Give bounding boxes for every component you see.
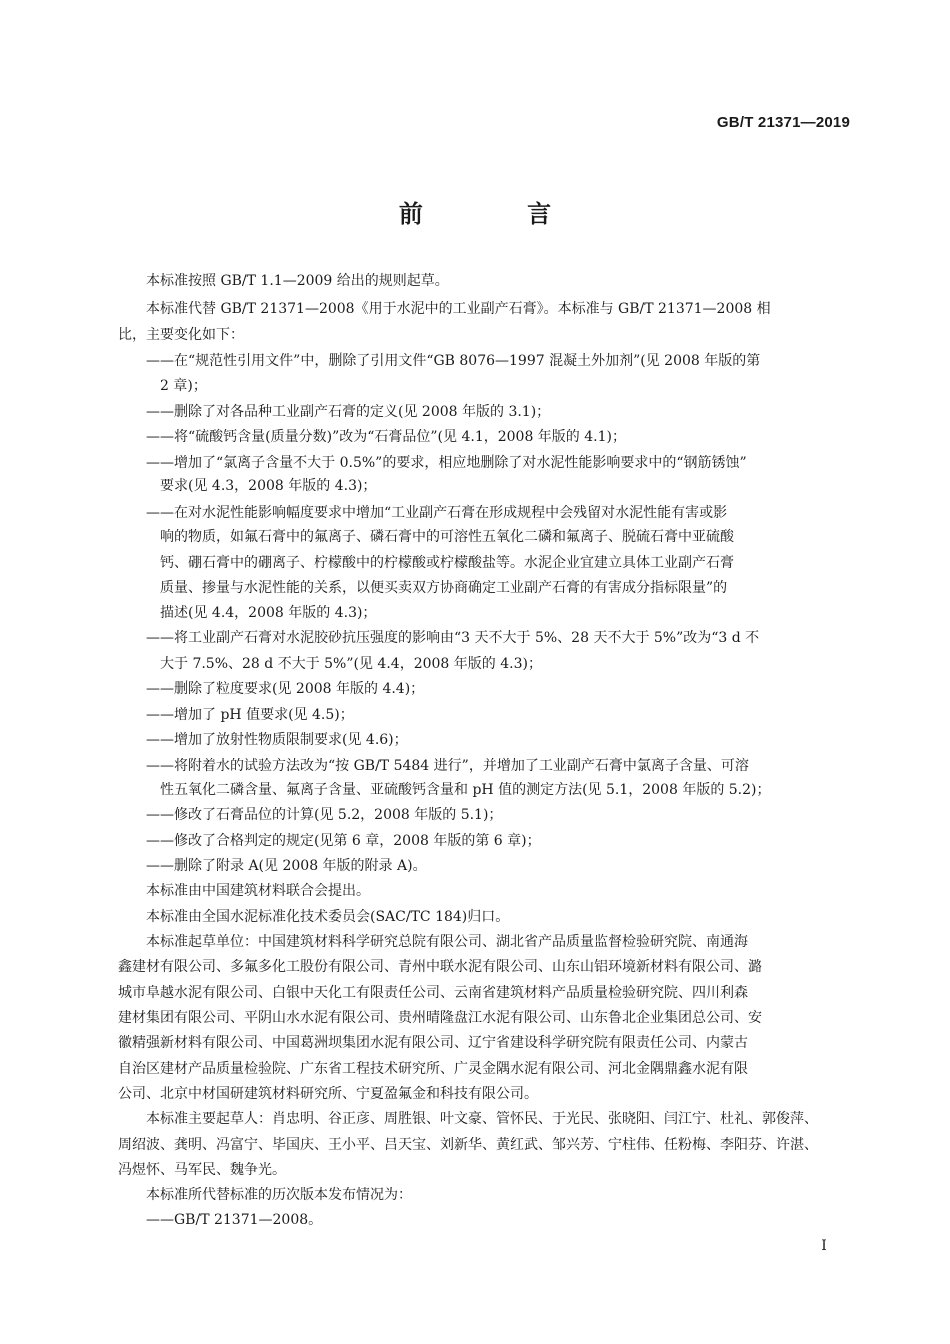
list-item: ——修改了石膏品位的计算(见 5.2，2008 年版的 5.1)； [118,807,503,823]
text-line: 比，主要变化如下： [118,327,244,343]
text-line: 冯煜怀、马军民、魏争光。 [118,1162,286,1178]
list-item: ——增加了 pH 值要求(见 4.5)； [118,707,354,723]
list-item: ——在对水泥性能影响幅度要求中增加“工业副产石膏在形成规程中会残留对水泥性能有害或影 [118,505,728,521]
text-line: 本标准主要起草人：肖忠明、谷正彦、周胜银、叶文豪、管怀民、于光民、张晓阳、闫江宁、杜礼、郭俊萍、 [118,1111,818,1127]
text-line: 城市阜越水泥有限公司、白银中天化工有限责任公司、云南省建筑材料产品质量检验研究院、四川利森 [118,985,748,1001]
text-line: 本标准代替 GB/T 21371—2008《用于水泥中的工业副产石膏》。本标准与 GB/T 21371—2008 相 [118,301,771,317]
text-line: 本标准起草单位：中国建筑材料科学研究总院有限公司、湖北省产品质量监督检验研究院、南通海 [118,934,748,950]
list-item: ——将工业副产石膏对水泥胶砂抗压强度的影响由“3 天不大于 5%、28 天不大于 5%”改为“3 d 不 [118,630,760,646]
list-item: ——增加了“氯离子含量不大于 0.5%”的要求，相应地删除了对水泥性能影响要求中的“钢筋锈蚀” [118,455,747,471]
list-item-continuation: 性五氧化二磷含量、氟离子含量、亚硫酸钙含量和 pH 值的测定方法(见 5.1，2008 年版的 5.2)； [118,782,771,798]
list-item-continuation: 描述(见 4.4，2008 年版的 4.3)； [118,605,377,621]
list-item: ——删除了粒度要求(见 2008 年版的 4.4)； [118,681,425,697]
page-number: I [821,1238,827,1254]
text-line: 公司、北京中材国研建筑材料研究所、宁夏盈氟金和科技有限公司。 [118,1086,538,1102]
text-line: 本标准所代替标准的历次版本发布情况为： [118,1187,412,1203]
text-line: 建材集团有限公司、平阴山水水泥有限公司、贵州晴隆盘江水泥有限公司、山东鲁北企业集团总公司、安 [118,1010,762,1026]
list-item: ——在“规范性引用文件”中，删除了引用文件“GB 8076—1997 混凝土外加剂”(见 2008 年版的第 [118,353,761,369]
list-item-continuation: 要求(见 4.3，2008 年版的 4.3)； [118,478,377,494]
list-item: ——删除了对各品种工业副产石膏的定义(见 2008 年版的 3.1)； [118,404,551,420]
text-line: 本标准由全国水泥标准化技术委员会(SAC/TC 184)归口。 [118,909,510,925]
list-item: ——删除了附录 A(见 2008 年版的附录 A)。 [118,858,427,874]
list-item-continuation: 钙、硼石膏中的硼离子、柠檬酸中的柠檬酸或柠檬酸盐等。水泥企业宜建立具体工业副产石膏 [118,555,734,571]
list-item: ——增加了放射性物质限制要求(见 4.6)； [118,732,408,748]
text-line: 自治区建材产品质量检验院、广东省工程技术研究所、广灵金隅水泥有限公司、河北金隅鼎鑫水泥有限 [118,1061,748,1077]
text-line: 周绍波、龚明、冯富宁、毕国庆、王小平、吕天宝、刘新华、黄红武、邹兴芳、宁柱伟、任粉梅、李阳芬、许湛、 [118,1137,818,1153]
text-line: 徽精强新材料有限公司、中国葛洲坝集团水泥有限公司、辽宁省建设科学研究院有限责任公司、内蒙古 [118,1035,748,1051]
list-item-continuation: 大于 7.5%、28 d 不大于 5%”(见 4.4，2008 年版的 4.3)； [118,656,542,672]
text-line: 鑫建材有限公司、多氟多化工股份有限公司、青州中联水泥有限公司、山东山铝环境新材料有限公司、潞 [118,959,762,975]
list-item: ——GB/T 21371—2008。 [118,1212,323,1228]
text-line: 本标准由中国建筑材料联合会提出。 [118,883,370,899]
text-line: 本标准按照 GB/T 1.1—2009 给出的规则起草。 [118,273,449,289]
list-item: ——将“硫酸钙含量(质量分数)”改为“石膏品位”(见 4.1，2008 年版的 4.1)； [118,429,626,445]
standard-code: GB/T 21371—2019 [716,114,850,131]
list-item-continuation: 响的物质，如氟石膏中的氟离子、磷石膏中的可溶性五氧化二磷和氟离子、脱硫石膏中亚硫酸 [118,529,734,545]
list-item: ——将附着水的试验方法改为“按 GB/T 5484 进行”，并增加了工业副产石膏中氯离子含量、可溶 [118,758,749,774]
page-title: 前 言 [398,200,600,228]
list-item-continuation: 2 章)； [118,378,207,394]
list-item: ——修改了合格判定的规定(见第 6 章，2008 年版的第 6 章)； [118,833,541,849]
list-item-continuation: 质量、掺量与水泥性能的关系，以便买卖双方协商确定工业副产石膏的有害成分指标限量”的 [118,580,728,596]
